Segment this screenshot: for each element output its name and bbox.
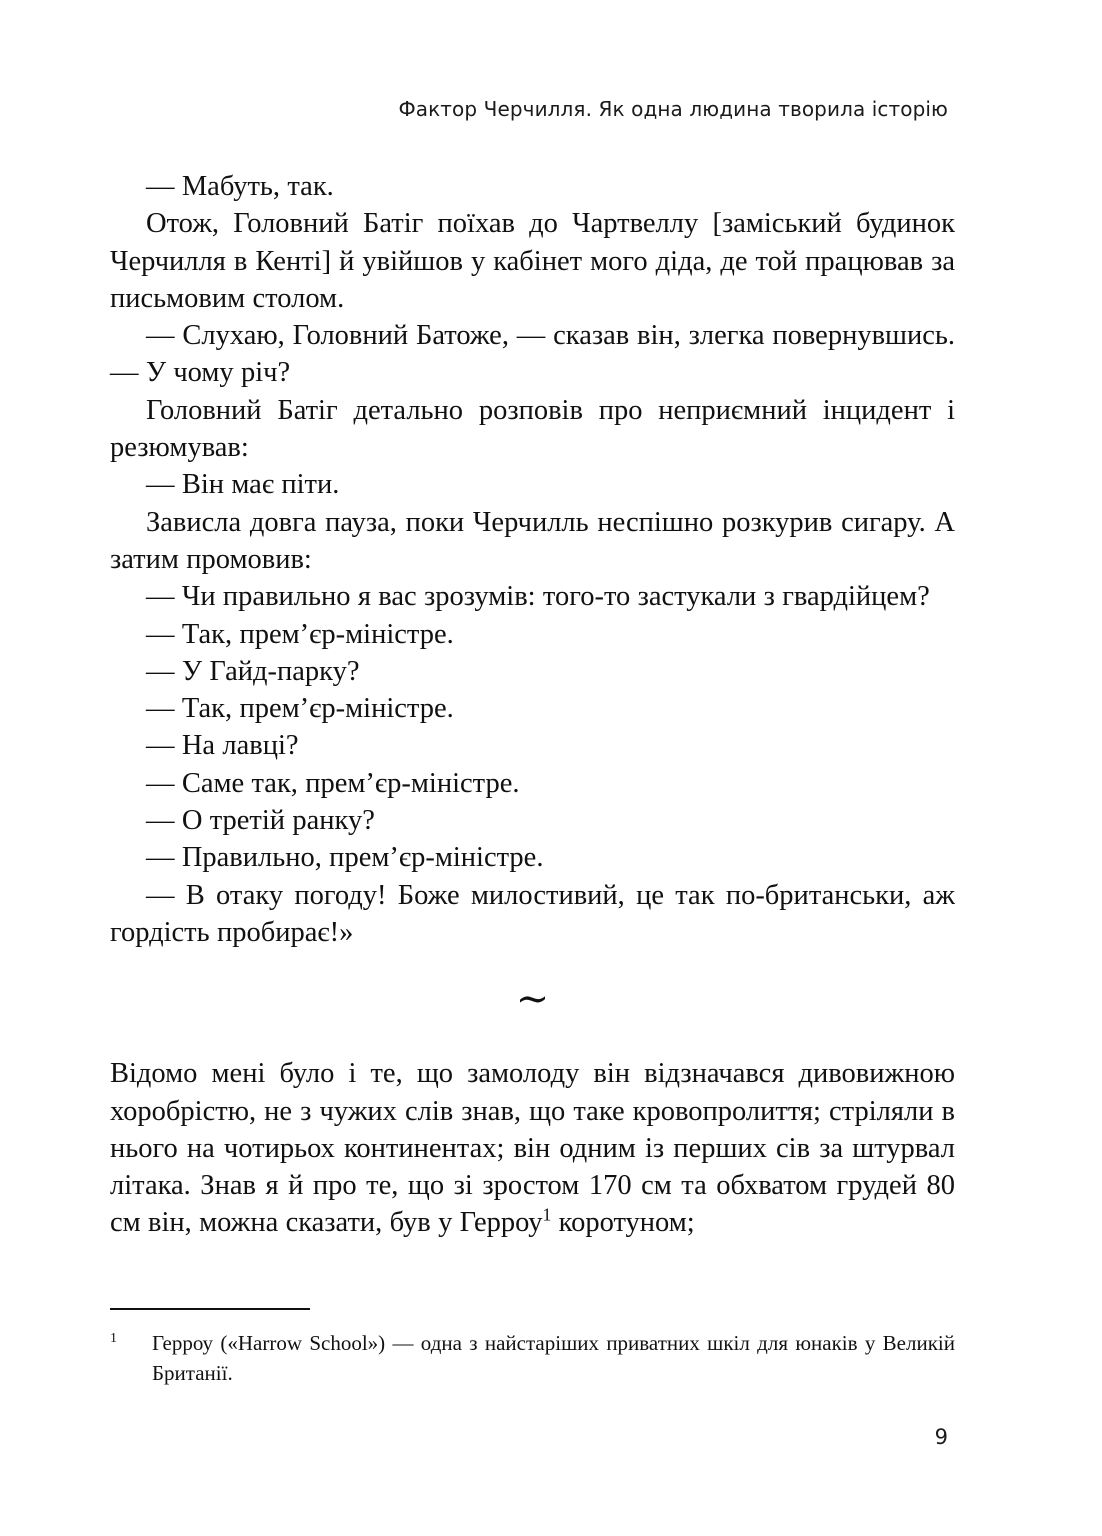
paragraph: — В отаку погоду! Боже милостивий, це так по-британськи, аж гордість пробирає!» [110, 879, 955, 948]
section-break [110, 976, 955, 1022]
paragraph: Зависла довга пауза, поки Черчилль неспішно розкурив сигару. А затим промовив: [110, 506, 955, 575]
paragraph: — Він має піти. [146, 469, 340, 501]
dialogue-line: — Так, прем’єр-міністре. [146, 618, 454, 650]
body-text-block [110, 168, 955, 1242]
dialogue-line: — На лавці? [146, 730, 299, 762]
footnote-separator-rule [110, 1308, 310, 1310]
tilde-ornament-icon: ∼ [515, 976, 550, 1022]
dialogue-line: — Правильно, прем’єр-міністре. [146, 842, 544, 874]
dialogue-line: — Саме так, прем’єр-міністре. [146, 767, 520, 799]
footnote-text: Герроу («Harrow School») — одна з найстаріших приватних шкіл для юнаків у Великій Британії. [152, 1331, 955, 1385]
footnote [110, 1328, 955, 1388]
footnote-marker: 1 [110, 1331, 117, 1346]
running-head: Фактор Черчилля. Як одна людина творила історію [398, 97, 948, 121]
closing-paragraph-text-part1: Відомо мені було і те, що замолоду він відзначався дивовижною хоробрістю, не з чужих слів знав, що таке кровопролиття; стріляли в нього на чотирьох континентах; він одним із перших сів за штурвал літака. Знав я й про те, що зі зростом 170 см та обхватом грудей 80 см він, можна сказати, був у Герроу [110, 1058, 955, 1239]
footnote-area [110, 1308, 955, 1388]
closing-paragraph-text-part2: коротуном; [551, 1207, 695, 1239]
paragraph: Головний Батіг детально розповів про неприємний інцидент і резюмував: [110, 394, 955, 464]
paragraph: Отож, Головний Батіг поїхав до Чартвеллу [заміський будинок Черчилля в Кенті] й увійшов у кабінет мого діда, де той працював за письмовим столом. [110, 208, 955, 314]
dialogue-line: — У Гайд-парку? [146, 655, 360, 687]
closing-paragraph [110, 1055, 955, 1241]
footnote-reference-marker[interactable]: 1 [542, 1204, 552, 1225]
paragraph: — Чи правильно я вас зрозумів: того-то застукали з гвардійцем? [146, 581, 930, 613]
paragraph: — Слухаю, Головний Батоже, — сказав він, злегка повернувшись. — У чому річ? [110, 320, 955, 389]
paragraph: — Мабуть, так. [146, 171, 334, 202]
page-number: 9 [934, 1425, 948, 1449]
dialogue-line: — О третій ранку? [146, 805, 375, 837]
dialogue-line: — Так, прем’єр-міністре. [146, 693, 454, 725]
